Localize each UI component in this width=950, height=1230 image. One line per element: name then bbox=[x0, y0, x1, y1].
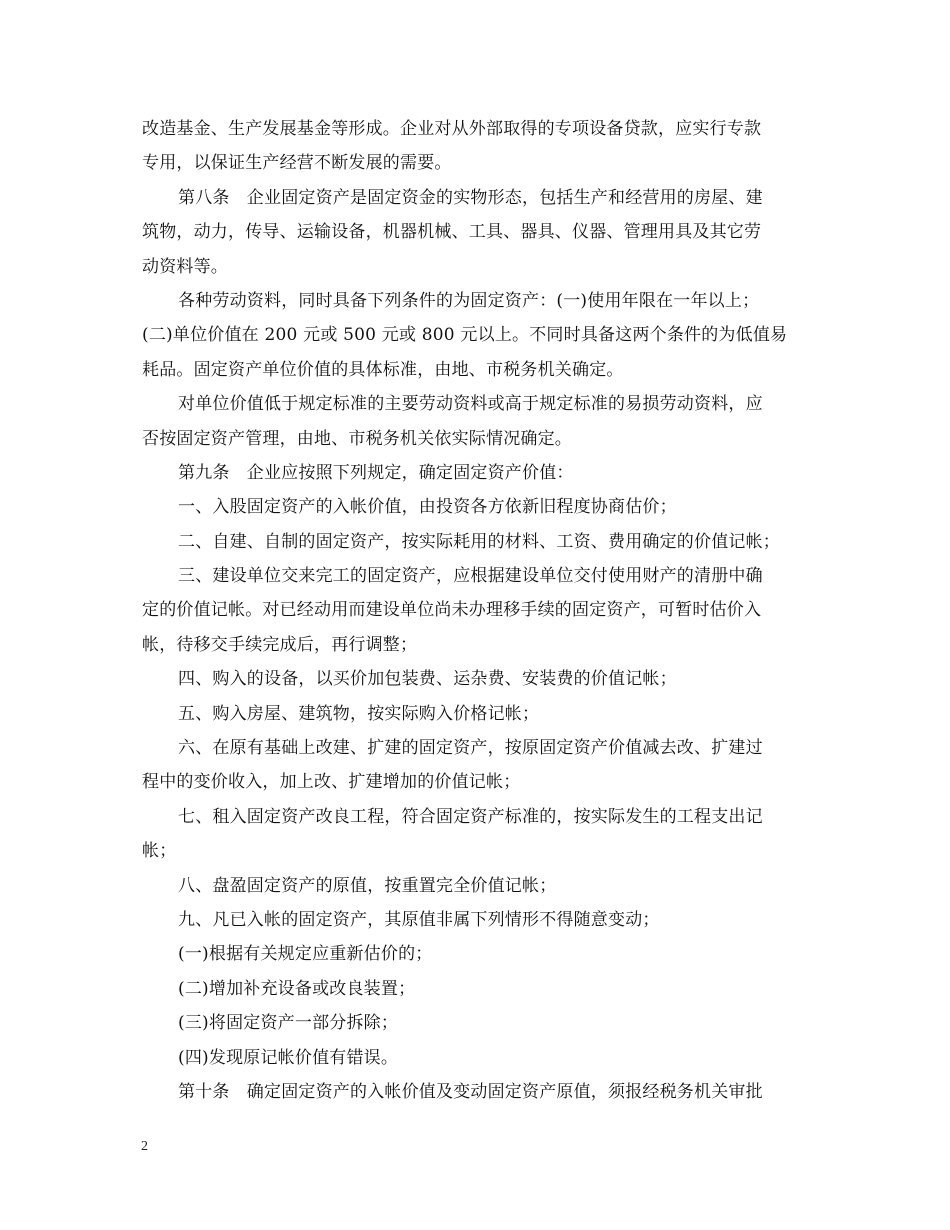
text-line: 各种劳动资料，同时具备下列条件的为固定资产：(一)使用年限在一年以上； bbox=[178, 290, 760, 311]
text-line: 第八条 企业固定资产是固定资金的实物形态，包括生产和经营用的房屋、建 bbox=[178, 187, 763, 208]
text-line: 五、购入房屋、建筑物，按实际购入价格记帐； bbox=[178, 703, 540, 724]
text-line: 动资料等。 bbox=[142, 256, 228, 277]
text-line: 九、凡已入帐的固定资产，其原值非属下列情形不得随意变动； bbox=[178, 909, 660, 930]
text-line: (三)将固定资产一部分拆除； bbox=[178, 1013, 399, 1034]
text-line: 耗品。固定资产单位价值的具体标准，由地、市税务机关确定。 bbox=[142, 359, 624, 380]
document-body bbox=[142, 112, 822, 1109]
text-line: (二)单位价值在 200 元或 500 元或 800 元以上。不同时具备这两个条件的为低值易 bbox=[142, 325, 788, 346]
text-line: (四)发现原记帐价值有错误。 bbox=[178, 1047, 399, 1068]
text-line: 帐； bbox=[142, 841, 177, 862]
text-line: 第十条 确定固定资产的入帐价值及变动固定资产原值，须报经税务机关审批 bbox=[178, 1081, 763, 1102]
text-line: 六、在原有基础上改建、扩建的固定资产，按原固定资产价值减去改、扩建过 bbox=[178, 738, 763, 759]
text-line: (一)根据有关规定应重新估价的； bbox=[178, 944, 433, 965]
text-line: 八、盘盈固定资产的原值，按重置完全价值记帐； bbox=[178, 875, 557, 896]
text-line: 改造基金、生产发展基金等形成。企业对从外部取得的专项设备贷款，应实行专款 bbox=[142, 119, 762, 139]
text-line: 三、建设单位交来完工的固定资产，应根据建设单位交付使用财产的清册中确 bbox=[178, 566, 763, 587]
text-line: 筑物，动力，传导、运输设备，机器机械、工具、器具、仪器、管理用具及其它劳 bbox=[142, 222, 762, 243]
text-line: 程中的变价收入，加上改、扩建增加的价值记帐； bbox=[142, 772, 521, 793]
text-line: 定的价值记帐。对已经动用而建设单位尚未办理移手续的固定资产，可暂时估价入 bbox=[142, 600, 762, 621]
text-line: 四、购入的设备，以买价加包装费、运杂费、安装费的价值记帐； bbox=[178, 669, 677, 690]
text-line: 七、租入固定资产改良工程，符合固定资产标准的，按实际发生的工程支出记 bbox=[178, 806, 763, 827]
text-line: (二)增加补充设备或改良装置； bbox=[178, 978, 416, 999]
text-line: 帐，待移交手续完成后，再行调整； bbox=[142, 634, 418, 655]
text-line: 专用，以保证生产经营不断发展的需要。 bbox=[142, 153, 452, 174]
text-line: 否按固定资产管理，由地、市税务机关依实际情况确定。 bbox=[142, 428, 572, 449]
page-number: 2 bbox=[141, 1139, 148, 1154]
text-line: 对单位价值低于规定标准的主要劳动资料或高于规定标准的易损劳动资料，应 bbox=[178, 394, 763, 415]
text-line: 第九条 企业应按照下列规定，确定固定资产价值： bbox=[178, 462, 574, 483]
text-line: 一、入股固定资产的入帐价值，由投资各方依新旧程度协商估价； bbox=[178, 497, 677, 518]
text-line: 二、自建、自制的固定资产，按实际耗用的材料、工资、费用确定的价值记帐； bbox=[178, 531, 780, 552]
